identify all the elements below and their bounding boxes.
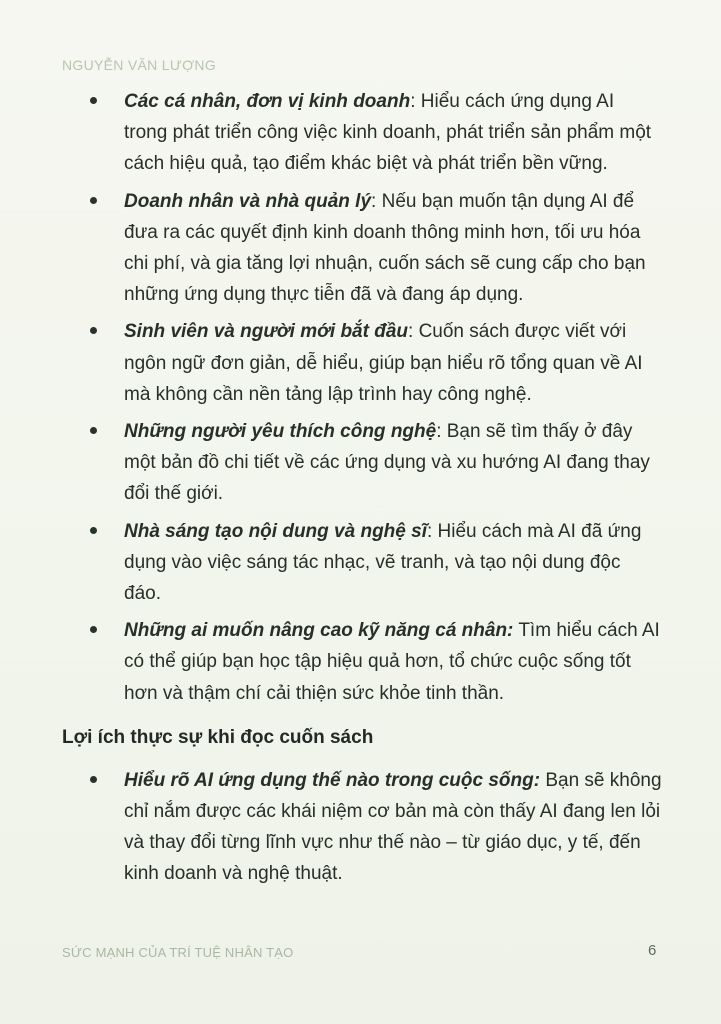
list-item	[62, 516, 662, 610]
item-separator: :	[426, 520, 433, 542]
bullet-icon	[90, 427, 97, 434]
bullet-icon	[90, 327, 97, 334]
list-item	[62, 186, 662, 311]
item-separator: :	[410, 91, 416, 112]
section-heading: Lợi ích thực sự khi đọc cuốn sách	[62, 726, 374, 748]
item-term: Sinh viên và người mới bắt đầu	[124, 321, 409, 343]
item-text: Hiểu cách mà AI đã ứng dụng vào việc sáng tác nhạc, vẽ tranh, và tạo nội dung độc đáo.	[124, 520, 642, 605]
item-text: Bạn sẽ không chỉ nắm được các khái niệm cơ bản mà còn thấy AI đang len lỏi và thay đổi từng lĩnh vực như thế nào – từ giáo dục, y tế, đến kinh doanh và nghệ thuật.	[124, 769, 662, 885]
page-number: 6	[648, 942, 657, 959]
item-term: Những ai muốn nâng cao kỹ năng cá nhân:	[124, 620, 514, 642]
benefit-list	[62, 765, 662, 890]
page-content	[62, 86, 662, 896]
item-separator: :	[371, 190, 377, 212]
bullet-icon	[90, 97, 97, 104]
bullet-icon	[90, 527, 97, 534]
list-item	[62, 615, 662, 709]
item-term: Các cá nhân, đơn vị kinh doanh	[124, 91, 411, 112]
item-text: Hiểu cách ứng dụng AI trong phát triển công việc kinh doanh, phát triển sản phẩm một cách hiệu quả, tạo điểm khác biệt và phát triển bền vững.	[124, 91, 652, 175]
item-text: Nếu bạn muốn tận dụng AI để đưa ra các quyết định kinh doanh thông minh hơn, tối ưu hóa chi phí, và gia tăng lợi nhuận, cuốn sách sẽ cung cấp cho bạn những ứng dụng thực tiễn đã và đang áp dụng.	[124, 190, 646, 306]
item-term: Hiểu rõ AI ứng dụng thế nào trong cuộc sống:	[124, 769, 541, 791]
running-foot-title: SỨC MẠNH CỦA TRÍ TUỆ NHÂN TẠO	[62, 945, 294, 960]
audience-list	[62, 86, 662, 709]
list-item	[62, 765, 662, 890]
running-head-author: NGUYỄN VĂN LƯỢNG	[62, 57, 217, 73]
item-text: Bạn sẽ tìm thấy ở đây một bản đồ chi tiết về các ứng dụng và xu hướng AI đang thay đổi thế giới.	[124, 421, 650, 505]
bullet-icon	[90, 776, 97, 783]
item-separator: :	[436, 421, 442, 443]
item-term: Những người yêu thích công nghệ	[124, 421, 437, 443]
bullet-icon	[90, 626, 97, 633]
item-text: Tìm hiểu cách AI có thể giúp bạn học tập hiệu quả hơn, tổ chức cuộc sống tốt hơn và thậm chí cải thiện sức khỏe tinh thần.	[124, 620, 660, 704]
list-item	[62, 416, 662, 510]
list-item	[62, 86, 662, 180]
list-item	[62, 316, 662, 410]
item-term: Doanh nhân và nhà quản lý	[124, 190, 372, 212]
item-separator: :	[408, 321, 414, 343]
item-text: Cuốn sách được viết với ngôn ngữ đơn giản, dễ hiểu, giúp bạn hiểu rõ tổng quan về AI mà không cần nền tảng lập trình hay công nghệ.	[124, 321, 643, 405]
bullet-icon	[90, 197, 97, 204]
item-term: Nhà sáng tạo nội dung và nghệ sĩ	[124, 520, 427, 542]
